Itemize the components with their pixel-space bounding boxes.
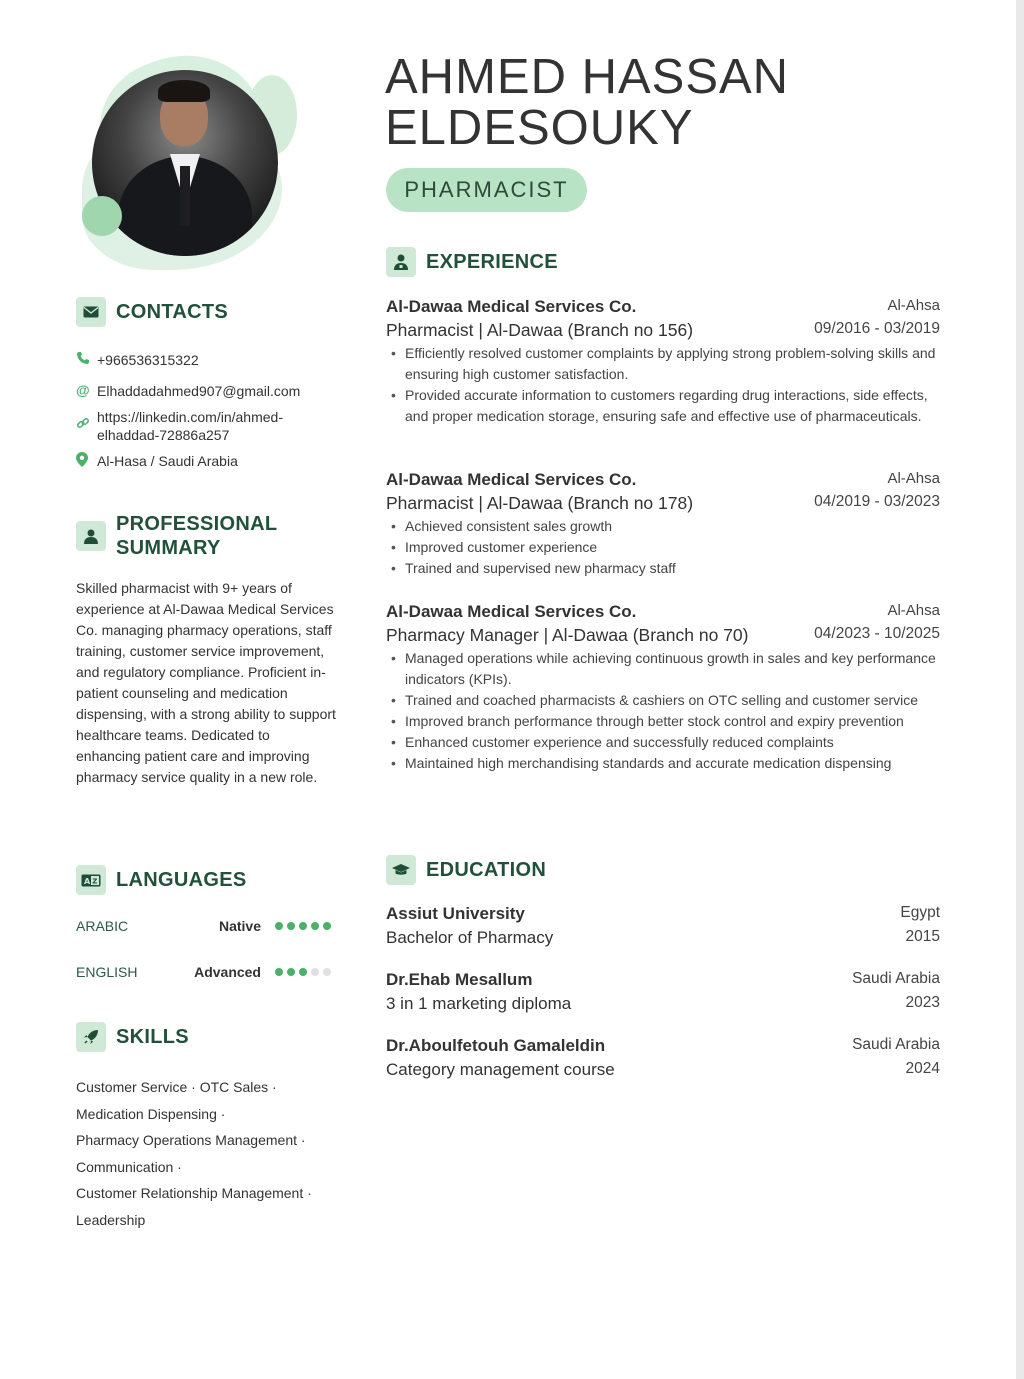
briefcase-person-icon xyxy=(386,247,416,277)
contact-location xyxy=(76,452,238,470)
rating-dot xyxy=(287,922,295,930)
rating-dot xyxy=(323,968,331,976)
languages-heading xyxy=(76,865,246,895)
job-bullet: • Achieved consistent sales growth xyxy=(386,516,940,537)
name-line: AHMED HASSAN xyxy=(385,50,790,104)
rating-dot xyxy=(275,922,283,930)
svg-text:Z: Z xyxy=(92,877,98,885)
contact-linkedin[interactable] xyxy=(76,408,283,444)
language-name: ENGLISH xyxy=(76,964,138,980)
decor-dot xyxy=(82,196,122,236)
job-bullet: • Efficiently resolved customer complaints by applying strong problem-solving skills and ensuring high customer satisfaction. xyxy=(386,343,940,385)
education-year: 2024 xyxy=(905,1060,940,1077)
contact-phone[interactable] xyxy=(76,351,199,369)
job-bullet: • Trained and supervised new pharmacy staff xyxy=(386,558,940,579)
job-bullet: • Improved customer experience xyxy=(386,537,940,558)
name-line: ELDESOUKY xyxy=(385,101,694,155)
job-dates: 09/2016 - 03/2019 xyxy=(814,320,940,337)
contacts-heading xyxy=(76,297,228,327)
skill-item: Leadership xyxy=(76,1211,146,1228)
job-bullet: • Improved branch performance through better stock control and expiry prevention xyxy=(386,711,940,732)
page-edge xyxy=(1016,0,1024,1379)
education-heading xyxy=(386,855,546,885)
job-bullet: • Trained and coached pharmacists & cashiers on OTC selling and customer service xyxy=(386,690,940,711)
degree: Bachelor of Pharmacy xyxy=(386,928,554,947)
contact-email[interactable] xyxy=(76,382,300,400)
skill-item: Customer Service · OTC Sales · xyxy=(76,1079,277,1095)
graduation-cap-icon xyxy=(386,855,416,885)
translate-icon xyxy=(76,865,106,895)
skills-list xyxy=(76,1074,312,1233)
job-bullets xyxy=(386,516,940,579)
experience-entry xyxy=(386,297,940,427)
profile-photo-area xyxy=(72,50,302,280)
job-bullet: • Enhanced customer experience and successfully reduced complaints xyxy=(386,732,940,753)
school-name: Dr.Ehab Mesallum xyxy=(386,970,533,989)
rating-dot xyxy=(275,968,283,976)
school-name: Assiut University xyxy=(386,904,525,923)
company-name: Al-Dawaa Medical Services Co. xyxy=(386,602,637,621)
link-icon xyxy=(76,408,97,444)
role-badge: PHARMACIST xyxy=(386,168,587,212)
job-bullets xyxy=(386,648,940,774)
svg-text:A: A xyxy=(84,876,91,886)
language-rating xyxy=(275,922,331,930)
school-name: Dr.Aboulfetouh Gamaleldin xyxy=(386,1036,606,1055)
job-bullet: • Managed operations while achieving continuous growth in sales and key performance indicators (KPIs). xyxy=(386,648,940,690)
section-title: LANGUAGES xyxy=(116,868,247,891)
education-entry xyxy=(386,970,940,1014)
skill-item: Pharmacy Operations Management · xyxy=(76,1132,306,1148)
skill-item: Medication Dispensing · xyxy=(76,1105,226,1122)
job-dates: 04/2023 - 10/2025 xyxy=(814,625,940,642)
language-row xyxy=(76,918,331,934)
language-name: ARABIC xyxy=(76,918,129,934)
section-title: CONTACTS xyxy=(116,300,229,323)
experience-entry xyxy=(386,470,940,579)
job-title: Pharmacist | Al-Dawaa (Branch no 156) xyxy=(386,320,694,340)
experience-heading xyxy=(386,247,558,277)
envelope-icon xyxy=(76,297,106,327)
degree: Category management course xyxy=(386,1060,615,1079)
job-bullets xyxy=(386,343,940,427)
education-entry xyxy=(386,904,940,948)
education-entry xyxy=(386,1036,940,1080)
section-title: EDUCATION xyxy=(426,858,547,881)
at-icon: @ xyxy=(76,382,90,398)
job-bullet: • Maintained high merchandising standards and accurate medication dispensing xyxy=(386,753,940,774)
skill-item: Communication · xyxy=(76,1158,182,1175)
person-icon xyxy=(76,521,106,551)
phone-text: +966536315322 xyxy=(97,352,199,368)
skills-heading xyxy=(76,1022,189,1052)
degree: 3 in 1 marketing diploma xyxy=(386,994,572,1013)
rocket-icon xyxy=(76,1022,106,1052)
summary-text: Skilled pharmacist with 9+ years of experience at Al-Dawaa Medical Services Co. managing pharmacy operations, staff training, customer service improvement, and regulatory compliance. Proficient in-patient counseling and medication dispensing, with a strong ability to support healthcare teams. Dedicated to enhancing patient care and improving pharmacy service quality in a new role. xyxy=(76,580,336,785)
language-row xyxy=(76,964,331,980)
education-year: 2023 xyxy=(905,994,940,1011)
school-location: Saudi Arabia xyxy=(852,1036,940,1053)
company-name: Al-Dawaa Medical Services Co. xyxy=(386,297,637,316)
skill-item: Customer Relationship Management · xyxy=(76,1185,312,1201)
summary-heading xyxy=(76,512,277,560)
language-level: Native xyxy=(218,918,261,934)
section-title: SKILLS xyxy=(116,1025,189,1048)
rating-dot xyxy=(323,922,331,930)
education-year: 2015 xyxy=(905,928,940,945)
language-level: Advanced xyxy=(194,964,261,980)
profile-photo xyxy=(92,70,278,256)
rating-dot xyxy=(299,968,307,976)
phone-icon xyxy=(76,351,97,369)
location-text: Al-Hasa / Saudi Arabia xyxy=(97,453,238,469)
job-location: Al-Ahsa xyxy=(887,297,940,314)
job-dates: 04/2019 - 03/2023 xyxy=(814,493,940,510)
company-name: Al-Dawaa Medical Services Co. xyxy=(386,470,637,489)
job-title: Pharmacist | Al-Dawaa (Branch no 178) xyxy=(386,493,694,513)
rating-dot xyxy=(311,968,319,976)
job-location: Al-Ahsa xyxy=(887,602,940,619)
person-name xyxy=(385,52,789,154)
email-text: Elhaddadahmed907@gmail.com xyxy=(97,383,301,399)
school-location: Egypt xyxy=(900,904,940,921)
section-title: EXPERIENCE xyxy=(426,250,558,273)
rating-dot xyxy=(299,922,307,930)
job-title: Pharmacy Manager | Al-Dawaa (Branch no 70) xyxy=(386,625,749,645)
language-rating xyxy=(275,968,331,976)
rating-dot xyxy=(311,922,319,930)
section-title: PROFESSIONAL xyxy=(116,513,278,535)
section-title: SUMMARY xyxy=(116,537,221,559)
school-location: Saudi Arabia xyxy=(852,970,940,987)
linkedin-text: https://linkedin.com/in/ahmed- xyxy=(97,409,283,425)
rating-dot xyxy=(287,968,295,976)
linkedin-text: elhaddad-72886a257 xyxy=(97,427,230,443)
job-bullet: • Provided accurate information to customers regarding drug interactions, side effects, and proper medication storage, ensuring safe and effective use of pharmaceuticals. xyxy=(386,385,940,427)
job-location: Al-Ahsa xyxy=(887,470,940,487)
location-pin-icon xyxy=(76,452,97,470)
experience-entry xyxy=(386,602,940,774)
